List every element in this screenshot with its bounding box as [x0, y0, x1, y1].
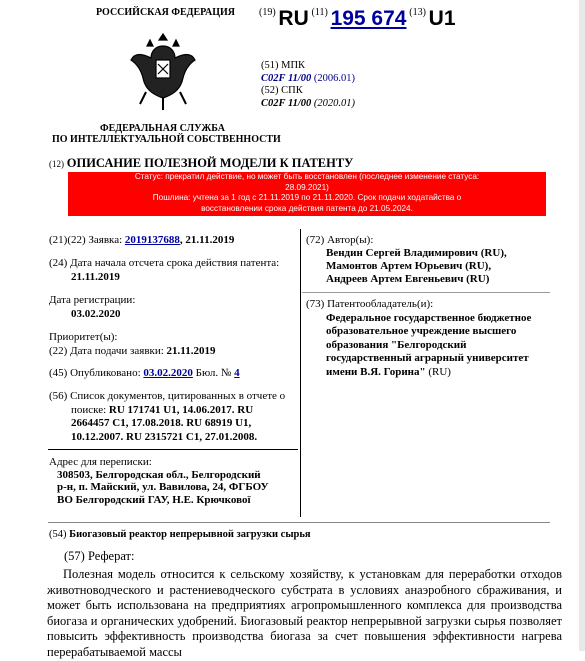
- patent-number-block: [259, 7, 456, 31]
- registration-value: 03.02.2020: [71, 307, 121, 320]
- classification-block: [261, 60, 355, 110]
- application-field: [49, 234, 234, 248]
- cited-text-2: 2664457 C1, 17.08.2018. RU 68919 U1,: [71, 417, 252, 429]
- status-line1: Статус: прекратил действие, но может быть восстановлен (последнее изменение статуса:: [134, 172, 480, 181]
- author-1: Вендин Сергей Владимирович (RU),: [326, 247, 507, 259]
- mpk-code: C02F 11/00: [261, 72, 312, 84]
- spk-year: (2020.01): [313, 97, 356, 109]
- published-date-link[interactable]: 03.02.2020: [143, 367, 193, 379]
- invention-title-row: [49, 529, 311, 540]
- owner-suffix: (RU): [425, 365, 451, 378]
- cited-docs-field: [49, 390, 285, 444]
- scrollbar-track[interactable]: [579, 0, 585, 651]
- cited-row-1: [49, 404, 285, 418]
- invention-title: Биогазовый реактор непрерывной загрузки сырья: [69, 529, 311, 540]
- patent-number-link[interactable]: 195 674: [330, 7, 407, 30]
- owner-line4: государственный аграрный университет: [326, 352, 529, 364]
- kind-code: U1: [428, 7, 456, 30]
- status-line3: Пошлина: учтена за 1 год с 21.11.2019 по 21.11.2020. Срок подачи ходатайства о: [152, 193, 462, 202]
- agency-line2: ПО ИНТЕЛЛЕКТУАЛЬНОЙ СОБСТВЕННОСТИ: [52, 134, 281, 145]
- cited-text-1: RU 171741 U1, 14.06.2017. RU: [108, 403, 254, 416]
- filing-value: 21.11.2019: [166, 344, 216, 357]
- state-emblem-icon: [128, 30, 198, 114]
- filing-row: [49, 345, 215, 359]
- document-title: [49, 156, 353, 171]
- bulletin-number-link[interactable]: 4: [234, 367, 240, 379]
- country-code: RU: [278, 7, 309, 30]
- spk-row: [261, 98, 355, 111]
- mpk-year: (2006.01): [313, 72, 356, 84]
- priority-label: Приоритет(ы):: [49, 331, 118, 343]
- code-19: (19): [259, 7, 276, 18]
- filing-label: (22) Дата подачи заявки:: [49, 344, 164, 357]
- application-number-link[interactable]: 2019137688: [124, 234, 180, 246]
- owner-line5: имени В.Я. Горина": [326, 365, 426, 378]
- spk-label: (52) СПК: [261, 85, 303, 97]
- author-3: Андреев Артем Евгеньевич (RU): [326, 273, 490, 285]
- term-start-value: 21.11.2019: [71, 270, 120, 283]
- code-11: (11): [311, 7, 328, 18]
- registration-label: Дата регистрации:: [49, 294, 136, 306]
- abstract-label: (57) Реферат:: [64, 549, 135, 563]
- application-date: , 21.11.2019: [179, 234, 235, 246]
- registration-field: [49, 294, 135, 321]
- authors-field: [306, 234, 507, 286]
- address-line3: ВО Белгородский ГАУ, Н.Е. Крючкової: [57, 493, 251, 506]
- address-label: Адрес для переписки:: [49, 456, 152, 468]
- owner-line5-row: [306, 366, 531, 380]
- mpk-row: [261, 73, 355, 86]
- priority-field: [49, 331, 215, 358]
- published-field: [49, 367, 240, 381]
- owner-line2: образовательное учреждение высшего: [326, 325, 517, 337]
- address-line2: р-н, п. Майский, ул. Вавилова, 24, ФГБОУ: [57, 481, 269, 493]
- published-label: (45) Опубликовано:: [49, 367, 141, 379]
- mpk-label: (51) МПК: [261, 60, 306, 71]
- owner-field: [306, 298, 531, 379]
- owner-label: (73) Патентообладатель(и):: [306, 298, 434, 310]
- status-line2: 28.09.2021): [285, 182, 329, 192]
- bulletin-label: Бюл. №: [195, 367, 232, 379]
- term-start-field: [49, 257, 279, 284]
- cited-separator: [48, 449, 298, 450]
- code-13: (13): [409, 7, 426, 18]
- right-separator: [302, 292, 550, 293]
- term-start-label: (24) Дата начала отсчета срока действия патента:: [49, 257, 280, 269]
- title-text: ОПИСАНИЕ ПОЛЕЗНОЙ МОДЕЛИ К ПАТЕНТУ: [66, 156, 354, 170]
- abstract-text: Полезная модель относится к сельскому хозяйству, к установкам для переработки отходов животноводческого и растениеводческого субстрата в условиях анаэробного сбраживания, и может быть использована на предприятиях агропромышленного комплекса для производства биогаза и органических удобрений. Биогазовый реактор непрерывной загрузки сырья позволяет повысить эффективность производства биогаза за счет повышения эффективности нагрева перерабатываемой массы: [47, 567, 562, 659]
- title-code: (12): [49, 159, 64, 169]
- column-divider: [300, 229, 301, 517]
- cited-text-3: 10.12.2007. RU 2315721 C1, 27.01.2008.: [71, 430, 258, 443]
- author-2: Мамонтов Артем Юрьевич (RU),: [326, 260, 492, 272]
- owner-line3: образования "Белгородский: [326, 338, 467, 351]
- agency-line1: ФЕДЕРАЛЬНАЯ СЛУЖБА: [100, 123, 225, 134]
- address-field: [49, 456, 269, 506]
- authors-label: (72) Автор(ы):: [306, 234, 374, 246]
- invention-code: (54): [49, 529, 67, 540]
- status-banner: [68, 172, 546, 216]
- address-line1: 308503, Белгородская обл., Белгородский: [57, 468, 261, 481]
- application-label: (21)(22) Заявка:: [49, 234, 123, 246]
- owner-line1: Федеральное государственное бюджетное: [326, 311, 532, 324]
- invention-separator: [48, 522, 550, 523]
- cited-label-1: (56) Список документов, цитированных в отчете о: [49, 390, 286, 402]
- cited-label-2: поиске:: [71, 403, 107, 416]
- status-line4: восстановлении срока действия патента до 21.05.2024.: [201, 203, 413, 213]
- country-name: РОССИЙСКАЯ ФЕДЕРАЦИЯ: [96, 7, 236, 18]
- spk-code: C02F 11/00: [261, 97, 312, 109]
